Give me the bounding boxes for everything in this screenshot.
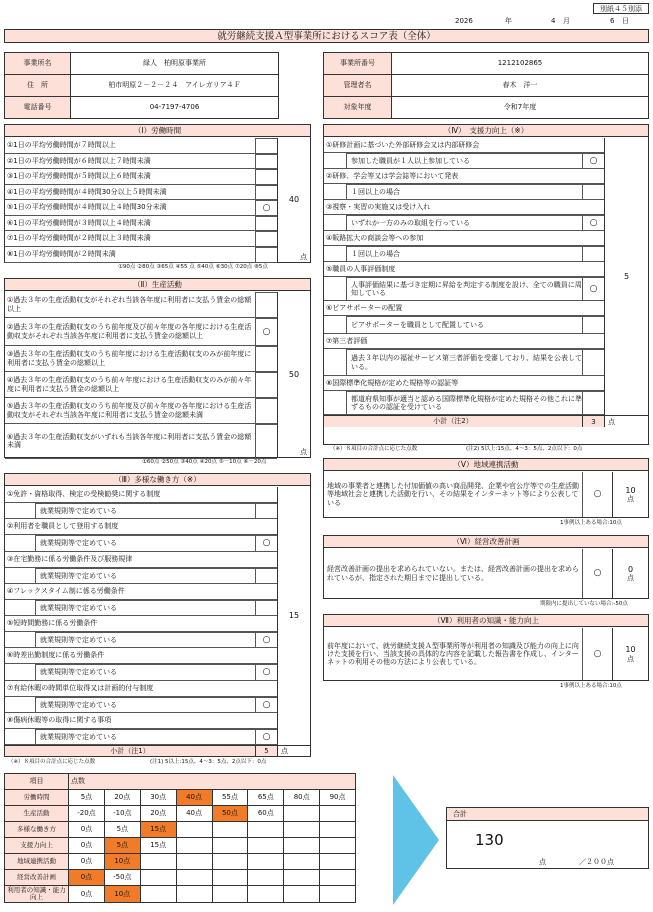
item-text: ①過去３年の生産活動収支がそれぞれ当該各年度に利用者に支払う賃金の総額以上 [5,292,255,318]
item-text: ④1日の平均労働時間が４時間30分以上５時間未満 [5,185,255,201]
summary-row [5,822,356,838]
summary-cell [248,822,284,838]
item-subtext: 就業規則等で定めている [35,632,255,648]
total-box [446,807,649,869]
subtotal-label: 小計（注2） [324,415,582,427]
item-text: ②1日の平均労働時間が６時間以上７時間未満 [5,154,255,170]
summary-cell [176,870,212,886]
summary-cell: 5点 [104,822,140,838]
item-text: ①研修計画に基づいた外部研修会又は内部研修会 [324,138,604,153]
item-subtext: 就業規則等で定めている [35,664,255,681]
section-working-hours [4,124,311,263]
section-score-value: 15 [288,611,300,621]
item-mark: ○ [582,153,604,169]
item-text: ⑧傷病休暇等の取得に関する事項 [5,713,277,729]
summary-cell: 65点 [248,790,284,806]
item-mark: ○ [255,664,277,681]
info-label: 電話番号 [5,97,71,119]
info-right-table [323,52,649,119]
summary-cell: 40点 [176,790,212,806]
info-value: 春木 洋一 [392,75,649,97]
summary-cell [140,886,176,903]
item-text: ⑤1日の平均労働時間が４時間以上４時間30分未満 [5,200,255,216]
item-mark: ○ [255,318,277,346]
item-subtext: １回以上の場合 [346,184,582,200]
item-spacer [324,349,346,376]
info-value: 柏市明原２－２－２４ アイレガリア４Ｆ [71,75,279,97]
section-note: ①90点 ②80点 ③65点 ④55 点 ⑤40点 ⑥30点 ⑦20点 ⑧5点 [118,264,268,270]
item-mark [255,169,277,185]
summary-cell: 40点 [176,806,212,822]
item-text: ⑥1日の平均労働時間が３時間以上４時間未満 [5,216,255,232]
section-text: 地域の事業者と連携した付加価値の高い商品開発、企業や官公庁等での生産活動等地域社会と連携した活動を行い、その結果をインターネット等により公表している [327,482,579,507]
subtotal-unit: 点 [604,415,648,427]
info-label: 対象年度 [324,97,392,119]
subtotal-label: 小計（注1） [5,745,255,756]
section-score [277,292,310,457]
summary-cell [248,838,284,854]
item-mark [255,346,277,372]
summary-cell [284,822,320,838]
date-day-unit: 日 [622,17,629,25]
section-score [277,487,310,745]
section-note-left: （※）８項目の合計点に応じた点数 [8,759,96,765]
summary-cell [320,854,356,870]
item-text: ⑤過去３年の生産活動収支のうち前年度及び前々年度の各年度における生産活動収支がそれぞれ当該各年度に利用者に支払う賃金の総額未満 [5,398,255,424]
date-day: 6 [610,17,615,25]
summary-cell: 30点 [140,790,176,806]
summary-table [4,773,356,903]
item-subtext: 人事評価結果に基づき定期に昇給を判定する制度を設け、全ての職員に周知している [346,277,582,301]
summary-row [5,886,356,903]
item-text: ③1日の平均労働時間が５時間以上６時間未満 [5,169,255,185]
item-spacer [324,391,346,415]
summary-cell: 0点 [69,870,105,886]
item-text: ⑥時差出勤制度に係る労働条件 [5,648,277,664]
item-mark: ○ [255,535,277,552]
date-year: 2026 [455,17,473,25]
subtotal-unit: 点 [277,745,310,756]
item-spacer [324,246,346,262]
summary-row-label: 地域連携活動 [5,854,69,870]
summary-cell [320,886,356,903]
section-score [612,549,648,598]
summary-cell: 15点 [140,838,176,854]
item-subtext: 就業規則等で定めている [35,535,255,552]
info-value: 緑人 柏明原事業所 [71,53,279,75]
summary-cell: 80点 [284,790,320,806]
info-row [324,97,649,119]
item-mark [582,246,604,262]
summary-cell: 0点 [69,854,105,870]
date-line [455,17,635,27]
item-mark [255,503,277,519]
item-text: ⑦有給休暇の時間単位取得又は計画的付与制度 [5,681,277,697]
item-mark: ○ [255,697,277,713]
summary-cell [284,838,320,854]
summary-cell [284,870,320,886]
item-mark [255,216,277,232]
item-text: ②利用者を職員として登用する制度 [5,519,277,535]
summary-row [5,870,356,886]
section-score-value: 5 [623,271,630,281]
item-text: ②研修、学会等又は学会誌等において発表 [324,169,604,184]
info-row [5,53,279,75]
item-spacer [5,729,35,745]
summary-row-label: 支援力向上 [5,838,69,854]
section-mark: ○ [582,472,612,517]
summary-cell [176,822,212,838]
item-text: ③過去３年の生産活動収支のうち前年度における生産活動収支のみが前年度に利用者に支払う賃金の総額以上 [5,346,255,372]
item-subtext: 就業規則等で定めている [35,503,255,519]
form-label: 別紙４５別添 [593,3,649,14]
summary-cell [212,822,248,838]
section-title: （Ⅶ）利用者の知識・能力向上 [324,615,648,627]
section-mark: ○ [582,628,612,680]
item-subtext: 就業規則等で定めている [35,697,255,713]
item-subtext: 参加した職員が１人以上参加している [346,153,582,169]
item-text: ⑥ピアサポーターの配置 [324,301,604,316]
info-row [5,97,279,119]
summary-cell [140,854,176,870]
section-score-value: 40 [288,195,300,205]
summary-cell [248,886,284,903]
summary-cell: 20点 [104,790,140,806]
summary-cell: 0点 [69,886,105,903]
item-text: ①1日の平均労働時間が７時間以上 [5,138,255,154]
item-text: ⑤短時間勤務に係る労働条件 [5,616,277,632]
summary-cell [140,870,176,886]
item-subtext: いずれか一方のみの取組を行っている [346,215,582,231]
summary-cell [176,854,212,870]
item-mark [255,247,277,263]
summary-cell [320,806,356,822]
item-mark [255,292,277,318]
item-text: ④フレックスタイム制に係る労働条件 [5,584,277,600]
item-mark [582,184,604,200]
page-title: 就労継続支援Ａ型事業所におけるスコア表（全体） [4,29,649,43]
summary-cell: 50点 [212,806,248,822]
section-title: （Ⅵ）経営改善計画 [324,536,648,548]
item-mark [582,316,604,334]
summary-cell [248,854,284,870]
summary-row [5,838,356,854]
info-value: 令和7年度 [392,97,649,119]
item-mark [255,568,277,584]
item-subtext: ピアサポーターを職員として配置している [346,316,582,334]
item-text: ⑦1日の平均労働時間が２時間以上３時間未満 [5,231,255,247]
section-diverse-work [4,473,311,757]
summary-header-item: 項目 [5,774,69,790]
info-left-table [4,52,279,119]
info-value: 1212102865 [392,53,649,75]
section-title: （Ⅱ）生産活動 [5,279,310,291]
section-note-right: (注1) 5以上:15点、4～3：5点、2点以下：0点 [150,759,267,765]
section-title: （Ⅳ） 支援力向上（※） [324,125,648,137]
summary-cell: 90点 [320,790,356,806]
arrow-right-icon [393,775,443,905]
subtotal-value: 3 [582,415,604,427]
item-subtext: 就業規則等で定めている [35,600,255,616]
item-mark [255,231,277,247]
section-score [612,472,648,517]
summary-cell: 60点 [248,806,284,822]
summary-cell: 20点 [140,806,176,822]
item-subtext: 都道府県知事が適当と認める国際標準化規格が定めた規格その他これに準ずるものの認証を受けている [346,391,582,415]
item-mark [255,424,277,459]
summary-row-label: 利用者の知識・能力向上 [5,886,69,903]
total-max: ／２００点 [579,858,614,866]
info-row [5,75,279,97]
summary-cell [284,886,320,903]
summary-cell [212,838,248,854]
item-spacer [324,184,346,200]
item-text: ③視察・実習の実施又は受け入れ [324,200,604,215]
summary-cell [212,886,248,903]
summary-cell: 10点 [104,854,140,870]
summary-cell [320,822,356,838]
section-management-plan [323,535,649,599]
total-unit: 点 [539,858,546,866]
item-spacer [5,535,35,552]
summary-cell: 5点 [69,790,105,806]
summary-cell: 10点 [104,886,140,903]
section-text: 経営改善計画の提出を求められていない。または、経営改善計画の提出を求められているが、指定された期日までに提出している。 [327,565,579,582]
summary-header-row [5,774,356,790]
item-spacer [5,664,35,681]
section-title: （Ⅲ）多様な働き方（※） [5,474,310,486]
item-spacer [324,316,346,334]
date-year-unit: 年 [505,17,512,25]
item-spacer [5,568,35,584]
info-value: 04-7197-4706 [71,97,279,119]
item-mark [255,398,277,424]
section-title: （Ⅰ）労働時間 [5,125,310,137]
info-label: 管理者名 [324,75,392,97]
item-mark: ○ [582,277,604,301]
item-spacer [324,215,346,231]
summary-row [5,790,356,806]
summary-row-label: 労働時間 [5,790,69,806]
item-text: ⑥過去３年の生産活動収支がいずれも当該各年度に利用者に支払う賃金の総額未満 [5,424,255,459]
date-month-unit: 月 [563,17,570,25]
item-spacer [5,697,35,713]
item-mark: ○ [582,215,604,231]
summary-cell: -20点 [69,806,105,822]
item-mark: ○ [255,729,277,745]
section-score-unit: 点 [300,252,307,261]
info-row [324,75,649,97]
section-score [604,138,648,415]
item-mark [582,349,604,376]
total-label: 合計 [447,808,648,821]
section-score-value: 50 [288,369,300,379]
summary-cell: 15点 [140,822,176,838]
section-note: 1事例以上ある場合:10点 [560,683,622,689]
section-support-capacity [323,124,649,445]
section-text: 前年度において、就労継続支援Ａ型事業所等が利用者の知識及び能力の向上に向けた支援を行い、当該支援の具体的な内容を記載した報告書を作成し、インターネットの利用その他の方法により公表している。 [327,641,579,667]
item-spacer [5,503,35,519]
item-spacer [5,600,35,616]
item-text: ④過去３年の生産活動収支のうち前々年度における生産活動収支のみが前々年度に利用者に支払う賃金の総額以上 [5,372,255,398]
item-subtext: １回以上の場合 [346,246,582,262]
summary-cell [176,886,212,903]
section-note-left: （※）８項目の合計点に応じた点数 [330,446,418,452]
section-score-unit: 点 [627,654,634,663]
date-month: 4 [551,17,556,25]
summary-cell [284,854,320,870]
summary-row-label: 生産活動 [5,806,69,822]
summary-cell [320,838,356,854]
item-text: ④販路拡大の商談会等への参加 [324,231,604,246]
summary-cell [212,854,248,870]
info-label: 事業所名 [5,53,71,75]
summary-row-label: 経営改善計画 [5,870,69,886]
section-mark: ○ [582,549,612,598]
item-text: ⑧国際標準化規格が定めた規格等の認証等 [324,376,604,391]
section-community [323,458,649,518]
item-mark [255,372,277,398]
item-mark: ○ [255,632,277,648]
section-title: （Ⅴ）地域連携活動 [324,459,648,471]
summary-row-label: 多様な働き方 [5,822,69,838]
subtotal-value: 5 [255,745,277,756]
section-score-unit: 点 [627,574,634,583]
summary-row [5,806,356,822]
item-mark [255,600,277,616]
summary-header-points: 点数 [69,774,356,790]
section-note: 1事例以上ある場合:10点 [560,520,622,526]
section-note: 期限内に提出していない場合:-50点 [540,601,628,607]
item-spacer [324,153,346,169]
summary-cell [284,806,320,822]
item-text: ③在宅勤務に係る労働条件及び服務規律 [5,552,277,568]
info-label: 住 所 [5,75,71,97]
item-spacer [324,277,346,301]
section-score-value: 0 [627,564,634,574]
item-mark [582,391,604,415]
section-score-unit: 点 [627,495,634,504]
item-subtext: 過去３年以内の福祉サービス第三者評価を受審しており、結果を公表している。 [346,349,582,376]
item-spacer [5,632,35,648]
section-production [4,278,311,458]
summary-cell [176,838,212,854]
section-note: ①60点 ②50点 ③40点 ④20点 ⑤－10点 ⑥－20点 [142,459,267,465]
item-text: ⑧1日の平均労働時間が２時間未満 [5,247,255,263]
item-mark [255,138,277,154]
item-mark [255,154,277,170]
summary-cell: -10点 [104,806,140,822]
section-score [277,138,310,262]
item-text: ②過去３年の生産活動収支のうち前年度及び前々年度の各年度における生産活動収支がそれぞれ当該各年度に利用者に支払う賃金の総額以上 [5,318,255,346]
summary-cell: 0点 [69,822,105,838]
section-score-unit: 点 [300,447,307,456]
summary-cell [248,870,284,886]
section-user-skills [323,614,649,681]
section-score-value: 10 [625,485,636,495]
item-text: ①免許・資格取得、検定の受検勧奨に関する制度 [5,487,277,503]
summary-cell [212,870,248,886]
summary-cell: 55点 [212,790,248,806]
section-note-right: (注2) 5以上:15点、4～3：5点、2点以下：0点 [466,446,583,452]
info-label: 事業所番号 [324,53,392,75]
total-value: 130 [475,831,504,849]
summary-cell: 5点 [104,838,140,854]
item-text: ⑦第三者評価 [324,334,604,349]
summary-cell: 0点 [69,838,105,854]
item-text: ⑤職員の人事評価制度 [324,262,604,277]
section-score-value: 10 [625,645,636,655]
item-subtext: 就業規則等で定めている [35,729,255,745]
section-score [612,628,648,680]
item-subtext: 就業規則等で定めている [35,568,255,584]
item-mark: ○ [255,200,277,216]
info-row [324,53,649,75]
summary-row [5,854,356,870]
item-mark [255,185,277,201]
summary-cell: -50点 [104,870,140,886]
summary-cell [320,870,356,886]
